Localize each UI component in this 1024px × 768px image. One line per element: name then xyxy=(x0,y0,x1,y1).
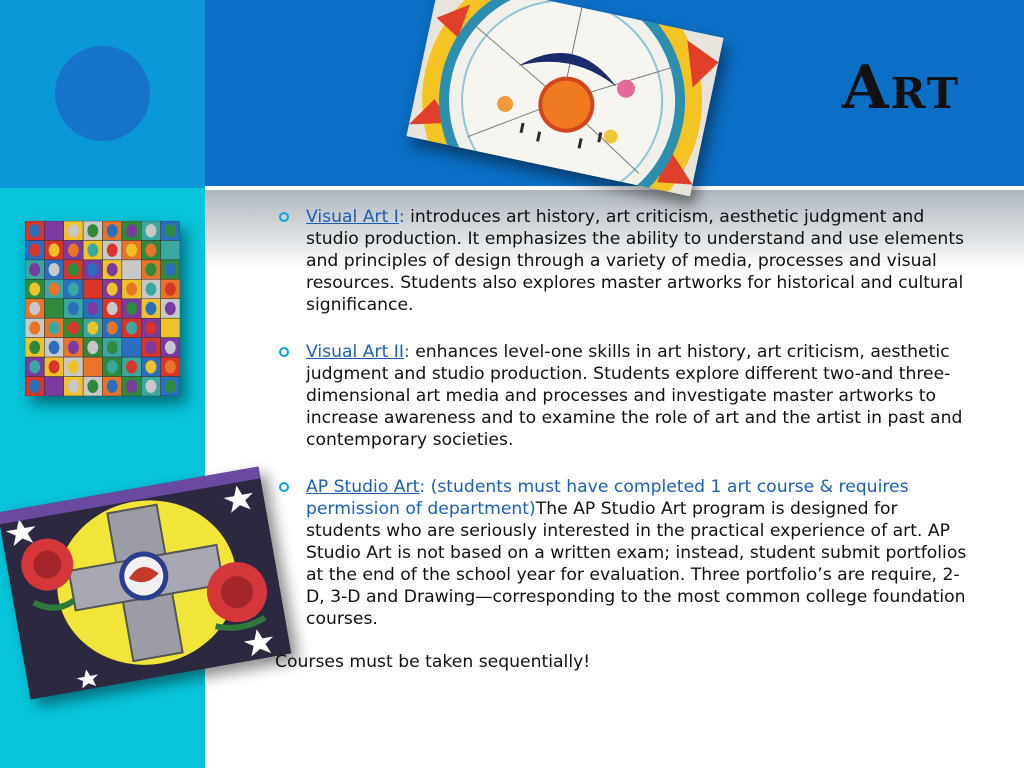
bullet-ring-icon xyxy=(279,482,289,492)
visual-art-2-colon: : xyxy=(403,342,410,362)
slide-title: Art xyxy=(842,53,960,123)
bullet-ring-icon xyxy=(279,347,289,357)
sequential-courses-note: Courses must be taken sequentially! xyxy=(275,652,591,672)
ap-studio-art-prerequisite: : (students must have completed 1 art course & requires permission of department) xyxy=(306,477,909,519)
slide-content xyxy=(275,206,975,673)
visual-art-2-description: enhances level-one skills in art history, art criticism, aesthetic judgment and studio production. Students explore different two-and three-dimensional art media and processes and investigate master artworks to increase awareness and to examine the role of art and the artist in past and contemporary societies. xyxy=(306,342,963,450)
bullet-ap-studio-art xyxy=(275,476,975,630)
visual-art-2-link[interactable]: Visual Art II xyxy=(306,342,404,362)
decorative-circle xyxy=(55,46,150,141)
bullet-ring-icon xyxy=(279,212,289,222)
portrait-grid-artwork xyxy=(25,221,180,396)
visual-art-1-link[interactable]: Visual Art I xyxy=(306,207,399,227)
bullet-visual-art-2 xyxy=(275,341,975,451)
visual-art-1-description: introduces art history, art criticism, aesthetic judgment and studio production. It emphasizes the ability to understand and use elements and principles of design through a variety of media, processes and visual resources. Students also explores master artworks for historical and cultural significance. xyxy=(306,207,965,315)
visual-art-1-colon: : xyxy=(398,207,405,227)
ap-studio-art-description: The AP Studio Art program is designed for students who are seriously interested in the practical experience of art. AP Studio Art is not based on a written exam; instead, student submit portfolios at the end of the school year for evaluation. Three portfolio’s are require, 2-D, 3-D and Drawing—corresponding to the most common college foundation courses. xyxy=(306,499,967,629)
ap-studio-art-link[interactable]: AP Studio Art xyxy=(306,477,420,497)
bullet-visual-art-1 xyxy=(275,206,975,316)
